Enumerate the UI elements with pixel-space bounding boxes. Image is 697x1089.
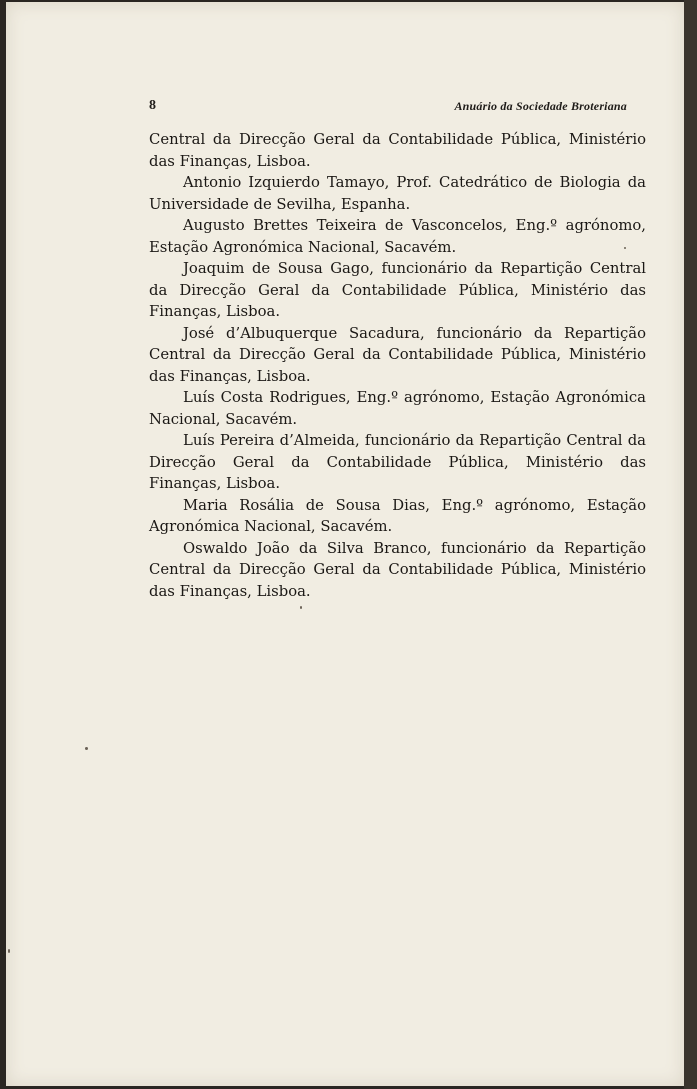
running-head: Anuário da Sociedade Broteriana <box>454 99 627 113</box>
paper-speck <box>300 606 302 609</box>
paper-speck <box>624 247 626 249</box>
list-entry: Central da Direcção Geral da Contabilidade Pública, Ministério das Finanças, Lisboa. <box>149 131 646 170</box>
book-spine <box>684 0 697 1089</box>
list-entry: Luís Costa Rodrigues, Eng.º agrónomo, Estação Agronómica Nacional, Sacavém. <box>149 389 646 428</box>
paper-speck <box>8 949 10 953</box>
list-entry: José d’Albuquerque Sacadura, funcionário da Repartição Central da Direcção Geral da Contabilidade Pública, Ministério das Finanças, Lisboa. <box>149 324 646 385</box>
member-list <box>149 129 646 602</box>
page-number: 8 <box>149 98 156 113</box>
list-entry: Antonio Izquierdo Tamayo, Prof. Catedrático de Biologia da Universidade de Sevilha, Espanha. <box>149 174 646 213</box>
book-page <box>6 2 684 1086</box>
list-entry: Augusto Brettes Teixeira de Vasconcelos, Eng.º agrónomo, Estação Agronómica Nacional, Sacavém. <box>149 217 646 256</box>
list-entry: Maria Rosália de Sousa Dias, Eng.º agrónomo, Estação Agronómica Nacional, Sacavém. <box>149 496 646 535</box>
list-entry: Joaquim de Sousa Gago, funcionário da Repartição Central da Direcção Geral da Contabilidade Pública, Ministério das Finanças, Lisboa. <box>149 260 646 320</box>
list-entry: Oswaldo João da Silva Branco, funcionário da Repartição Central da Direcção Geral da Contabilidade Pública, Ministério das Finanças, Lisboa. <box>149 539 646 600</box>
page-header <box>149 98 627 118</box>
list-entry: Luís Pereira d’Almeida, funcionário da Repartição Central da Direcção Geral da Contabilidade Pública, Ministério das Finanças, Lisboa. <box>149 432 646 492</box>
paper-speck <box>85 747 88 750</box>
